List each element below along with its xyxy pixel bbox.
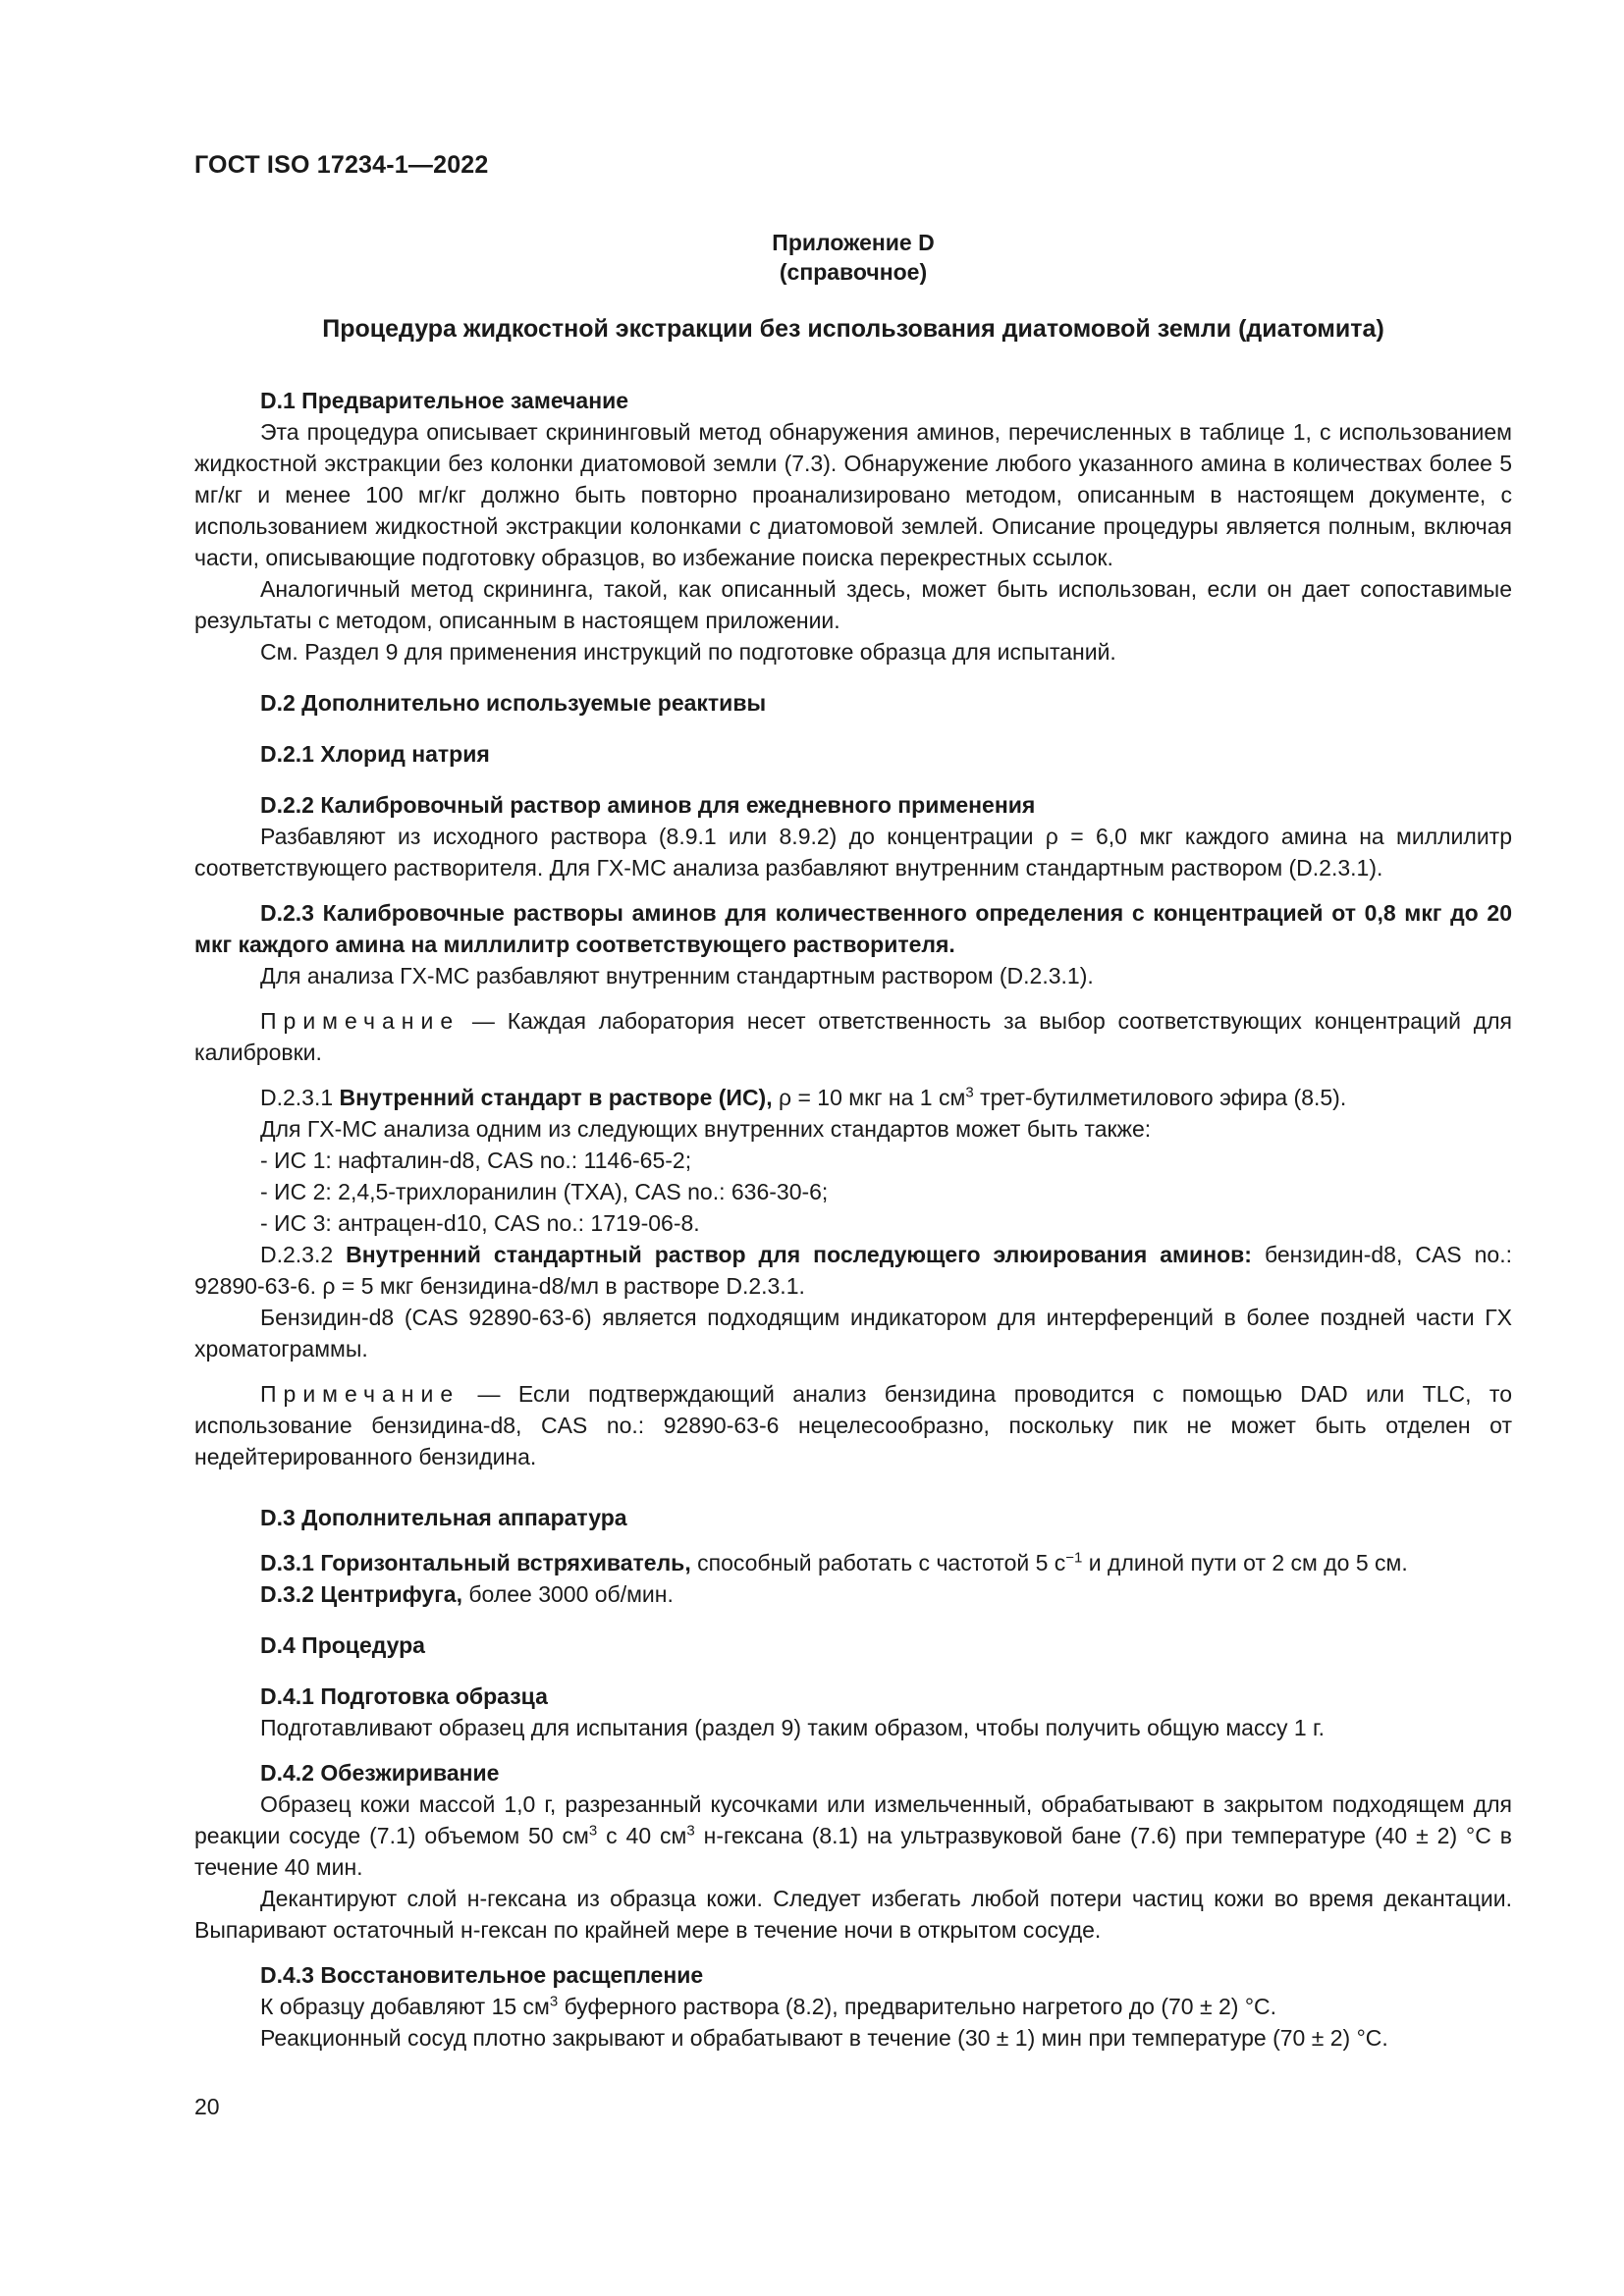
paragraph: Реакционный сосуд плотно закрывают и обрабатывают в течение (30 ± 1) мин при температуре (70 ± 2) °C. [260, 2025, 1388, 2051]
text-run: н-гексана (8.1) на ультразвуковой бане (7.6) при температуре (40 ± 2) °C в течение 40 мин. [194, 1823, 1512, 1880]
paragraph: Аналогичный метод скрининга, такой, как описанный здесь, может быть использован, если он дает сопоставимые результаты с методом, описанным в настоящем приложении. [194, 576, 1512, 633]
paragraph: Подготавливают образец для испытания (раздел 9) таким образом, чтобы получить общую массу 1 г. [260, 1715, 1326, 1740]
clause-d231 [194, 1082, 1512, 1113]
subsection-heading-d41: D.4.1 Подготовка образца [260, 1683, 548, 1709]
clause-title: Внутренний стандарт в растворе (ИС), [339, 1085, 773, 1110]
paragraph: Эта процедура описывает скрининговый метод обнаружения аминов, перечисленных в таблице 1, с использованием жидкостной экстракции без колонки диатомовой земли (7.3). Обнаружение любого указанного амина в количествах более 5 мг/кг и менее 100 мг/кг должно быть повторно проанализировано методом, описанным в настоящем документе, с использованием жидкостной экстракции колонками с диатомовой землей. Описание процедуры является полным, включая части, описывающие подготовку образцов, во избежание поиска перекрестных ссылок. [194, 419, 1512, 570]
note-label: Примечание [260, 1381, 460, 1407]
subsection-heading-d23: D.2.3 Калибровочные растворы аминов для количественного определения с концентрацией от 0,8 мкг до 20 мкг каждого амина на миллилитр соответствующего растворителя. [194, 900, 1512, 957]
text-run: с 40 см [597, 1823, 687, 1848]
document-code: ГОСТ ISO 17234-1—2022 [194, 151, 489, 179]
superscript: 3 [965, 1084, 974, 1101]
paragraph: Разбавляют из исходного раствора (8.9.1 или 8.9.2) до концентрации ρ = 6,0 мкг каждого амина на миллилитр соответствующего растворителя. Для ГХ-МС анализа разбавляют внутренним стандартным раствором (D.2.3.1). [194, 824, 1512, 881]
section-heading-d2: D.2 Дополнительно используемые реактивы [260, 690, 767, 716]
page-content [194, 228, 1512, 2054]
paragraph: Бензидин-d8 (CAS 92890-63-6) является подходящим индикатором для интерференций в более поздней части ГХ хроматограммы. [194, 1305, 1512, 1362]
clause-d32 [194, 1578, 1512, 1610]
note-1 [194, 1005, 1512, 1068]
text-run: буферного раствора (8.2), предварительно нагретого до (70 ± 2) °C. [558, 1994, 1277, 2019]
paragraph [194, 1991, 1512, 2022]
section-heading-d3: D.3 Дополнительная аппаратура [260, 1505, 627, 1530]
subsection-heading-d42: D.4.2 Обезжиривание [260, 1760, 500, 1786]
clause-d232 [194, 1239, 1512, 1302]
paragraph: См. Раздел 9 для применения инструкций по подготовке образца для испытаний. [260, 639, 1116, 665]
clause-text: бензидин-d8, CAS no.: 92890-63-6. ρ = 5 мкг бензидина-d8/мл в растворе D.2.3.1. [194, 1242, 1512, 1299]
clause-text: ρ = 10 мкг на 1 см [772, 1085, 966, 1110]
list-item: - ИС 1: нафталин-d8, CAS no.: 1146-65-2; [260, 1148, 692, 1173]
note-text: — Если подтверждающий анализ бензидина проводится с помощью DAD или TLC, то использование бензидина-d8, CAS no.: 92890-63-6 нецелесообразно, поскольку пик не может быть отделен от недейтерированного бензидина. [194, 1381, 1512, 1469]
superscript: 3 [549, 1993, 559, 2010]
paragraph: Для ГХ-МС анализа одним из следующих внутренних стандартов может быть также: [260, 1116, 1152, 1142]
clause-text: способный работать с частотой 5 с [690, 1550, 1066, 1575]
subsection-heading-d21: D.2.1 Хлорид натрия [260, 741, 490, 767]
clause-text: более 3000 об/мин. [461, 1581, 674, 1607]
annex-label: Приложение D [772, 230, 935, 255]
paragraph: Декантируют слой н-гексана из образца кожи. Следует избегать любой потери частиц кожи во время декантации. Выпаривают остаточный н-гексан по крайней мере в течение ночи в открытом сосуде. [194, 1886, 1512, 1943]
list-item: - ИС 2: 2,4,5-трихлоранилин (ТХА), CAS no.: 636-30-6; [260, 1179, 829, 1204]
superscript: −1 [1065, 1549, 1083, 1567]
text-run: К образцу добавляют 15 см [260, 1994, 550, 2019]
clause-text: трет-бутилметилового эфира (8.5). [973, 1085, 1347, 1110]
clause-title: D.3.1 Горизонтальный встряхиватель, [260, 1550, 691, 1575]
section-heading-d4: D.4 Процедура [260, 1632, 425, 1658]
text-run: Образец кожи массой 1,0 г, разрезанный кусочками или измельченный, обрабатывают в закрытом подходящем для реакции сосуде (7.1) объемом 50 см [194, 1791, 1512, 1848]
paragraph [194, 1789, 1512, 1883]
annex-type: (справочное) [779, 259, 928, 285]
section-heading-d1: D.1 Предварительное замечание [260, 388, 629, 413]
annex-title: Процедура жидкостной экстракции без использования диатомовой земли (диатомита) [322, 315, 1384, 343]
clause-title: Внутренний стандартный раствор для последующего элюирования аминов: [346, 1242, 1252, 1267]
subsection-heading-d43: D.4.3 Восстановительное расщепление [260, 1962, 704, 1988]
page-number: 20 [194, 2094, 220, 2119]
clause-d31 [194, 1547, 1512, 1578]
note-label: Примечание [260, 1008, 460, 1034]
superscript: 3 [686, 1822, 695, 1840]
clause-number: D.2.3.2 [260, 1242, 347, 1267]
note-text: — Каждая лаборатория несет ответственность за выбор соответствующих концентраций для калибровки. [194, 1008, 1512, 1065]
clause-text: и длиной пути от 2 см до 5 см. [1082, 1550, 1408, 1575]
clause-number: D.2.3.1 [260, 1085, 340, 1110]
subsection-heading-d22: D.2.2 Калибровочный раствор аминов для ежедневного применения [260, 792, 1036, 818]
superscript: 3 [588, 1822, 598, 1840]
paragraph: Для анализа ГХ-МС разбавляют внутренним стандартным раствором (D.2.3.1). [260, 963, 1094, 988]
clause-title: D.3.2 Центрифуга, [260, 1581, 462, 1607]
list-item: - ИС 3: антрацен-d10, CAS no.: 1719-06-8. [260, 1210, 700, 1236]
note-2 [194, 1378, 1512, 1472]
